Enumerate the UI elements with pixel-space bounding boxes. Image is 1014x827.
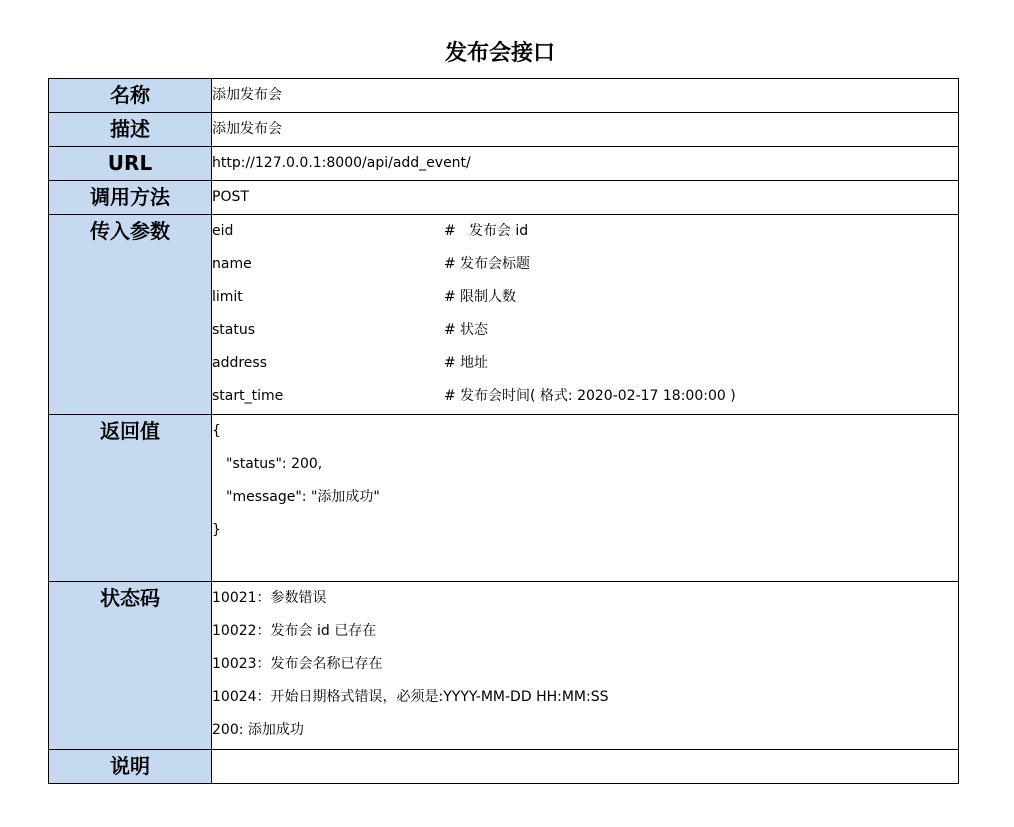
value-name (212, 79, 959, 113)
value-params (212, 215, 959, 415)
param-name: status (212, 322, 256, 338)
param-row (212, 215, 958, 248)
param-row (212, 281, 958, 314)
row-status-codes (49, 582, 959, 750)
return-line: { (212, 423, 221, 439)
param-name: eid (212, 223, 234, 239)
return-line: "status": 200, (226, 456, 323, 472)
status-code-line: 200: 添加成功 (212, 722, 304, 738)
label-url: URL (49, 147, 212, 181)
value-method (212, 181, 959, 215)
value-url (212, 147, 959, 181)
param-comment: 状态 (460, 322, 488, 338)
status-code-line: 10024：开始日期格式错误，必须是:YYYY-MM-DD HH:MM:SS (212, 689, 609, 705)
param-comment: 发布会 id (460, 223, 529, 239)
comment-hash: # (444, 289, 456, 305)
row-notes (49, 750, 959, 784)
label-method: 调用方法 (49, 181, 212, 215)
comment-hash: # (444, 355, 456, 371)
name-text: 添加发布会 (212, 87, 282, 103)
row-method (49, 181, 959, 215)
notes-text (212, 750, 958, 783)
description-text: 添加发布会 (212, 121, 282, 137)
return-line: } (212, 522, 221, 538)
comment-hash: # (444, 388, 456, 404)
value-status-codes (212, 582, 959, 750)
status-code-line: 10023：发布会名称已存在 (212, 656, 383, 672)
method-text: POST (212, 189, 249, 205)
label-name: 名称 (49, 79, 212, 113)
param-comment: 发布会标题 (460, 256, 530, 272)
status-code-line: 10021：参数错误 (212, 590, 327, 606)
param-comment: 发布会时间( 格式: 2020-02-17 18:00:00 ) (460, 388, 736, 404)
comment-hash: # (444, 256, 456, 272)
document-title: 发布会接口 (444, 41, 555, 66)
comment-hash: # (444, 223, 456, 239)
row-returns (49, 415, 959, 582)
label-description: 描述 (49, 113, 212, 147)
comment-hash: # (444, 322, 456, 338)
param-name: limit (212, 289, 243, 305)
param-name: name (212, 256, 252, 272)
param-row (212, 248, 958, 281)
value-returns (212, 415, 959, 582)
param-name: start_time (212, 388, 284, 404)
value-description (212, 113, 959, 147)
row-url (49, 147, 959, 181)
row-name (49, 79, 959, 113)
param-comment: 限制人数 (460, 289, 516, 305)
url-text: http://127.0.0.1:8000/api/add_event/ (212, 155, 471, 171)
status-code-line: 10022：发布会 id 已存在 (212, 623, 377, 639)
param-name: address (212, 355, 268, 371)
label-status-codes: 状态码 (49, 582, 212, 750)
row-params (49, 215, 959, 415)
param-comment: 地址 (460, 355, 488, 371)
return-line: "message": "添加成功" (226, 489, 380, 505)
param-row (212, 347, 958, 380)
api-spec-table (48, 78, 959, 784)
label-returns: 返回值 (49, 415, 212, 582)
label-params: 传入参数 (49, 215, 212, 415)
value-notes (212, 750, 959, 784)
label-notes: 说明 (49, 750, 212, 784)
row-description (49, 113, 959, 147)
param-row (212, 380, 958, 413)
param-row (212, 314, 958, 347)
